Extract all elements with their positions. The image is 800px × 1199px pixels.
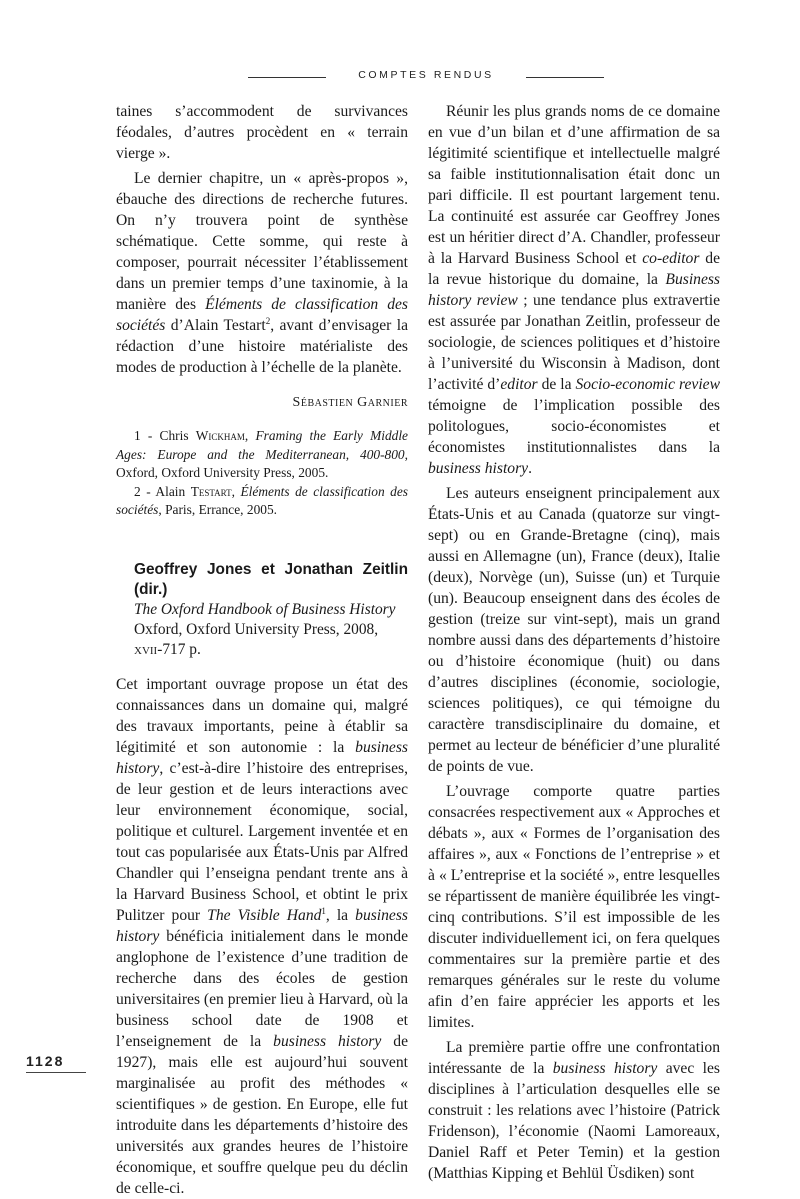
- footnote-1: 1 - Chris Wickham, Framing the Early Middle Ages: Europe and the Mediterranean, 400-800, Oxford, Oxford University Press, 2005.: [116, 428, 408, 480]
- review-book-title: The Oxford Handbook of Business History: [134, 600, 396, 618]
- review-paragraph-2: Réunir les plus grands noms de ce domaine en vue d’un bilan et d’une affirmation de sa légitimité scientifique et intellectuelle malgré sa faible institutionnalisation était donc un pari difficile. Il est pourtant largement tenu. La continuité est assurée car Geoffrey Jones est un héritier direct d’A. Chandler, professeur à la Harvard Business School et co-editor de la revue historique du domaine, la Business history review ; une tendance plus extravertie est assurée par Jonathan Zeitlin, professeur de sociologie, de sciences politiques et d’histoire à l’université du Wisconsin à Madison, dont l’activité d’editor de la Socio-economic review témoigne de l’implication possible des politologues, socio-économistes et économistes institutionnalistes dans la business history.: [428, 103, 721, 477]
- review-paragraph-1: Cet important ouvrage propose un état des connaissances dans un domaine qui, malgré des travaux importants, peine à établir sa légitimité et son autonomie : la business history, c’est-à-dire l’histoire des entreprises, de leur gestion et de leurs interactions avec leur environnement économique, social, politique et culturel. Largement inventée et en tout cas popularisée aux États-Unis par Alfred Chandler qui l’enseigna pendant trente ans à la Harvard Business School, et obtint le prix Pulitzer pour The Visible Hand$^1$, la business history bénéficia initialement dans le monde anglophone de l’existence d’une tradition de recherche dans des écoles de gestion universitaires (en premier lieu à Harvard, où la business school date de 1908 et l’enseignement de la business history de 1927), mais elle est aujourd’hui souvent marginalisée au profit des méthodes « scientifiques » de gestion. En Europe, elle fut introduite dans les départements d’histoire des universités aux grandes heures de l’histoire économique, et souffre quelque peu du déclin de celle-ci.: [116, 675, 408, 1197]
- review-publisher: Oxford, Oxford University Press, 2008,: [134, 620, 379, 638]
- reviewer-signature: Sébastien Garnier: [292, 395, 408, 410]
- review-paragraph-3: Les auteurs enseignent principalement aux États-Unis et au Canada (quatorze sur vingt-sept) ou en Grande-Bretagne (cinq), mais aussi en Allemagne (un), France (deux), Italie (deux), Norvège (un), Suisse (un) et Turquie (un). Beaucoup enseignent dans des écoles de gestion (treize sur vint-sept), mais un grand nombre aussi dans des départements d’histoire ou d’histoire économique (huit) ou dans d’autres disciplines (économie, sociologie, sciences politiques), ce qui témoigne du caractère transdisciplinaire du domaine, et permet au lecteur de bénéficier d’une pluralité de points de vue.: [428, 485, 720, 775]
- review-paragraph-5: La première partie offre une confrontation intéressante de la business history avec les disciplines à l’articulation desquelles elle se construit : les relations avec l’histoire (Patrick Fridenson), l’économie (Naomi Lamoreaux, Daniel Raff et Peter Temin) et la gestion (Matthias Kipping et Behlül Üsdiken) sont: [428, 1039, 720, 1182]
- footnotes: [116, 427, 408, 520]
- header-rule-right: [526, 77, 604, 78]
- footnote-2: 2 - Alain Testart, Éléments de classification des sociétés, Paris, Errance, 2005.: [116, 483, 408, 517]
- prev-review-paragraph-2: Le dernier chapitre, un « après-propos », ébauche des directions de recherche futures. On n’y trouvera point de synthèse schématique. Cette somme, qui reste à composer, pourrait nécessiter l’établissement dans un premier temps d’une taxinomie, à la manière des Éléments de classification des sociétés d’Alain Testart$^2$, avant d’envisager la rédaction d’une histoire matérialiste des modes de production à l’échelle de la planète.: [116, 170, 409, 376]
- running-header: [0, 68, 800, 88]
- running-title: COMPTES RENDUS: [358, 69, 494, 81]
- review-heading: [116, 560, 408, 660]
- page-number-rule: [26, 1072, 86, 1073]
- review-paragraph-4: L’ouvrage comporte quatre parties consacrées respectivement aux « Approches et débats », aux « Formes de l’organisation des affaires », aux « Fonctions de l’entreprise » et à « L’entreprise et la société », entre lesquelles se répartissent de manière équilibrée les vingt-cinq contributions. S’il est impossible de les discuter individuellement ici, on fera quelques commentaires sur la première partie et des remarques générales sur le reste du volume afin d’en faire apprécier les apports et les limites.: [428, 783, 720, 1031]
- review-body-left: [116, 674, 408, 1199]
- review-authors: Geoffrey Jones et Jonathan Zeitlin (dir.): [134, 560, 408, 598]
- page-number: 1128: [26, 1053, 65, 1069]
- prev-review-paragraph-1: taines s’accommodent de survivances féodales, d’autres procèdent en « terrain vierge ».: [116, 103, 408, 162]
- review-pagination: xvii-717 p.: [134, 640, 201, 658]
- right-column: [428, 101, 720, 1184]
- header-rule-left: [248, 77, 326, 78]
- left-column: [116, 101, 408, 1199]
